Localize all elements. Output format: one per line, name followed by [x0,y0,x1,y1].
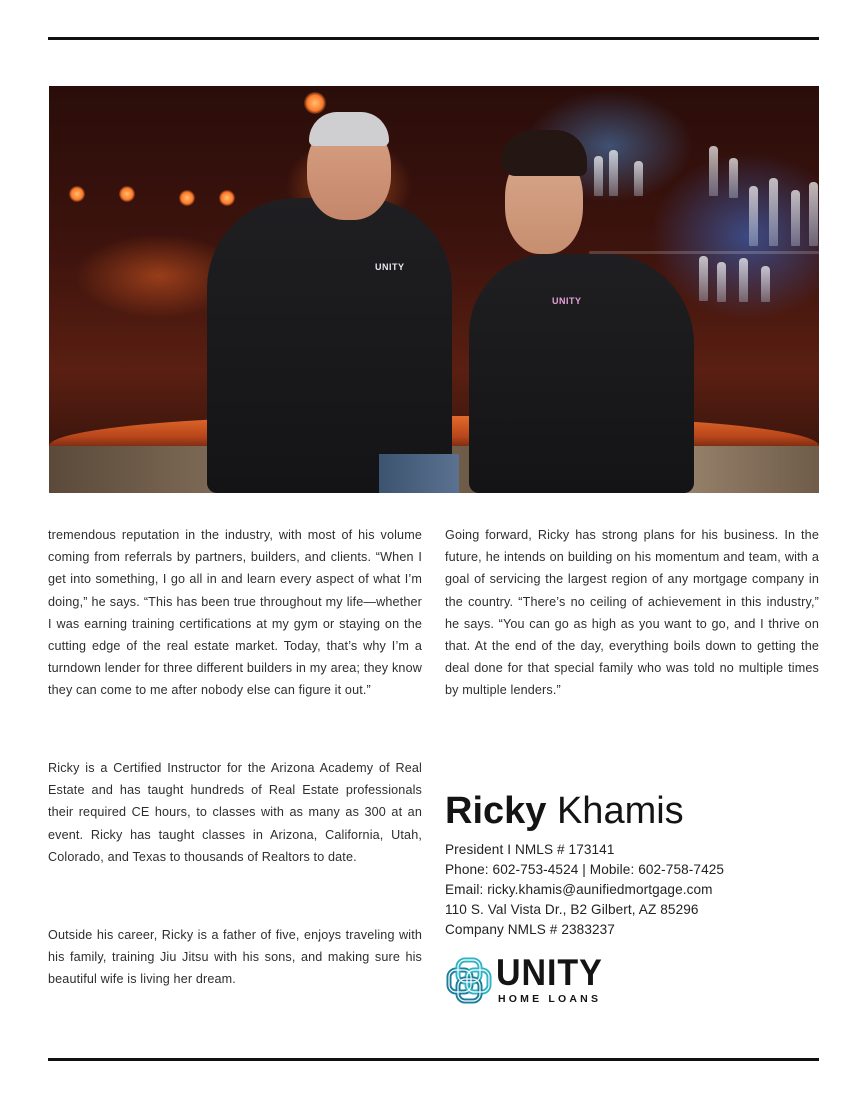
person-right-jacket [469,254,694,493]
bottle [634,161,643,196]
shirt-logo: UNITY [552,296,582,306]
bottle [699,256,708,301]
profile-last-name: Khamis [546,790,684,832]
left-paragraph-3: Outside his career, Ricky is a father of five, enjoys traveling with his family, training Jiu Jitsu with his sons, and making sure his beautiful wife is living her dream. [48,928,422,987]
person-right-hair [501,130,587,176]
wall-lamp [69,186,85,202]
shirt-logo: UNITY [375,262,405,272]
contact-title: President I NMLS # 173141 [445,842,615,857]
wall-lamp [119,186,135,202]
brand-name: UNITY [496,952,603,993]
bottle [709,146,718,196]
person-left-hair [309,112,389,146]
unity-home-loans-logo [445,952,615,1008]
bottle [729,158,738,198]
bottle [809,182,818,246]
contact-email: Email: ricky.khamis@aunifiedmortgage.com [445,882,713,897]
wall-lamp [219,190,235,206]
bottle [769,178,778,246]
bottle-shelf [589,251,819,254]
top-divider [48,37,819,40]
contact-block [445,840,724,940]
bottle [739,258,748,302]
contact-company-nmls: Company NMLS # 2383237 [445,922,615,937]
contact-phone: Phone: 602-753-4524 | Mobile: 602-758-7425 [445,862,725,877]
bottom-divider [48,1058,819,1061]
right-paragraph-1: Going forward, Ricky has strong plans for his business. In the future, he intends on building on his momentum and team, with a goal of servicing the largest region of any mortgage company in the country. “There’s no ceiling of achievement in this industry,” he says. “You can go as high as you want to go, and I thrive on that. At the end of the day, everything boils down to getting the deal done for that special family who was told no multiple times by multiple lenders.” [445,528,819,698]
bottle [749,186,758,246]
bottle [594,156,603,196]
bottle [761,266,770,302]
bottle [609,150,618,196]
person-left-jacket [207,198,452,493]
bottle [717,262,726,302]
ceiling-lamp [304,92,326,114]
interlocking-knot-icon [445,956,493,1004]
brand-tagline: HOME LOANS [498,993,602,1005]
left-paragraph-2: Ricky is a Certified Instructor for the Arizona Academy of Real Estate and has taught hundreds of Real Estate professionals their required CE hours, to classes with as many as 300 at an event. Ricky has taught classes in Arizona, California, Utah, Colorado, and Texas to thousands of Realtors to date. [48,761,422,864]
contact-address: 110 S. Val Vista Dr., B2 Gilbert, AZ 85296 [445,902,699,917]
portrait-photo [49,86,819,493]
wall-lamp [179,190,195,206]
bottle [791,190,800,246]
profile-first-name: Ricky [445,790,547,832]
left-paragraph-1: tremendous reputation in the industry, with most of his volume coming from referrals by partners, builders, and clients. “When I get into something, I go all in and learn every aspect of what I’m doing,” he says. “This has been true throughout my life—whether I was earning training certifications at my gym or staying on the cutting edge of the real estate market. Today, that’s why I’m a turndown lender for three different builders in my area; they know they can come to me after nobody else can figure it out.” [48,528,422,698]
person-left-jeans [379,454,459,493]
profile-name [445,785,684,837]
